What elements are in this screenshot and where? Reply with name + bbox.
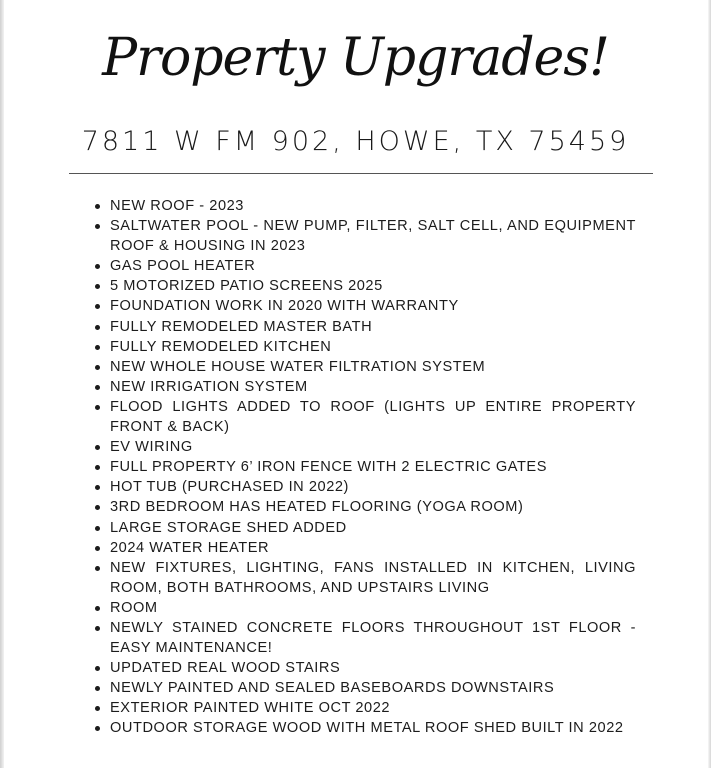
list-item [92, 538, 636, 558]
list-item [92, 698, 636, 718]
list-item-text: LARGE STORAGE SHED ADDED [110, 519, 347, 536]
divider [69, 173, 653, 174]
bullet-icon [95, 365, 100, 370]
bullet-icon [95, 726, 100, 731]
bullet-icon [95, 606, 100, 611]
bullet-icon [95, 345, 100, 350]
list-item-text: FOUNDATION WORK IN 2020 WITH WARRANTY [110, 298, 459, 315]
list-item [92, 518, 636, 538]
list-item-text: ROOM [110, 599, 158, 616]
list-item-text: EXTERIOR PAINTED WHITE OCT 2022 [110, 700, 391, 717]
bullet-icon [95, 706, 100, 711]
list-item-text: EV WIRING [110, 439, 193, 456]
list-item-text: GAS POOL HEATER [110, 258, 256, 275]
list-item [92, 296, 636, 316]
list-item-text: HOT TUB (PURCHASED IN 2022) [110, 479, 349, 496]
list-item [92, 598, 636, 618]
list-item [92, 558, 636, 598]
list-item [92, 437, 636, 457]
list-item [92, 276, 636, 296]
list-item [92, 718, 636, 738]
list-item [92, 216, 636, 256]
page-title: Property Upgrades! [102, 28, 609, 88]
bullet-icon [95, 385, 100, 390]
bullet-icon [95, 465, 100, 470]
list-item-text: FLOOD LIGHTS ADDED TO ROOF (LIGHTS UP ENTIRE PROPERTY FRONT & BACK) [110, 398, 636, 436]
list-item-text: 2024 WATER HEATER [110, 539, 270, 556]
list-item [92, 337, 636, 357]
bullet-icon [95, 264, 100, 269]
list-item [92, 477, 636, 497]
list-item [92, 256, 636, 276]
bullet-icon [95, 304, 100, 309]
bullet-icon [95, 626, 100, 631]
bullet-icon [95, 445, 100, 450]
upgrades-list [92, 196, 636, 739]
list-item-text: NEW ROOF - 2023 [110, 198, 244, 214]
list-item [92, 678, 636, 698]
bullet-icon [95, 686, 100, 691]
bullet-icon [95, 505, 100, 510]
bullet-icon [95, 485, 100, 490]
bullet-icon [95, 204, 100, 209]
list-item [92, 317, 636, 337]
list-item [92, 457, 636, 477]
list-item-text: 3RD BEDROOM HAS HEATED FLOORING (YOGA ROOM) [110, 499, 524, 516]
list-item [92, 377, 636, 397]
list-item-text: UPDATED REAL WOOD STAIRS [110, 660, 341, 677]
list-item [92, 497, 636, 517]
list-item [92, 618, 636, 658]
page-edge-left [0, 0, 4, 768]
list-item-text: FULLY REMODELED KITCHEN [110, 338, 332, 355]
bullet-icon [95, 546, 100, 551]
bullet-icon [95, 666, 100, 671]
bullet-icon [95, 566, 100, 571]
list-item-text: NEW IRRIGATION SYSTEM [110, 378, 308, 395]
bullet-icon [95, 284, 100, 289]
list-item-text: 5 MOTORIZED PATIO SCREENS 2025 [110, 278, 383, 295]
bullet-icon [95, 224, 100, 229]
list-item-text: NEWLY PAINTED AND SEALED BASEBOARDS DOWNSTAIRS [110, 680, 555, 697]
list-item-text: NEW FIXTURES, LIGHTING, FANS INSTALLED IN KITCHEN, LIVING ROOM, BOTH BATHROOMS, AND UPSTAIRS LIVING [110, 559, 636, 596]
list-item-text: FULL PROPERTY 6’ IRON FENCE WITH 2 ELECTRIC GATES [110, 459, 547, 476]
list-item [92, 658, 636, 678]
list-item-text: NEWLY STAINED CONCRETE FLOORS THROUGHOUT 1ST FLOOR - EASY MAINTENANCE! [110, 619, 636, 657]
bullet-icon [95, 526, 100, 531]
property-address: 7811 W FM 902, HOWE, TX 75459 [81, 126, 630, 157]
list-item [92, 357, 636, 377]
list-item [92, 196, 636, 216]
bullet-icon [95, 325, 100, 330]
list-item-text: OUTDOOR STORAGE WOOD WITH METAL ROOF SHED BUILT IN 2022 [110, 720, 624, 737]
list-item-text: NEW WHOLE HOUSE WATER FILTRATION SYSTEM [110, 358, 486, 375]
bullet-icon [95, 405, 100, 410]
list-item-text: SALTWATER POOL - NEW PUMP, FILTER, SALT CELL, AND EQUIPMENT ROOF & HOUSING IN 2023 [110, 218, 636, 255]
list-item-text: FULLY REMODELED MASTER BATH [110, 318, 373, 335]
list-item [92, 397, 636, 437]
